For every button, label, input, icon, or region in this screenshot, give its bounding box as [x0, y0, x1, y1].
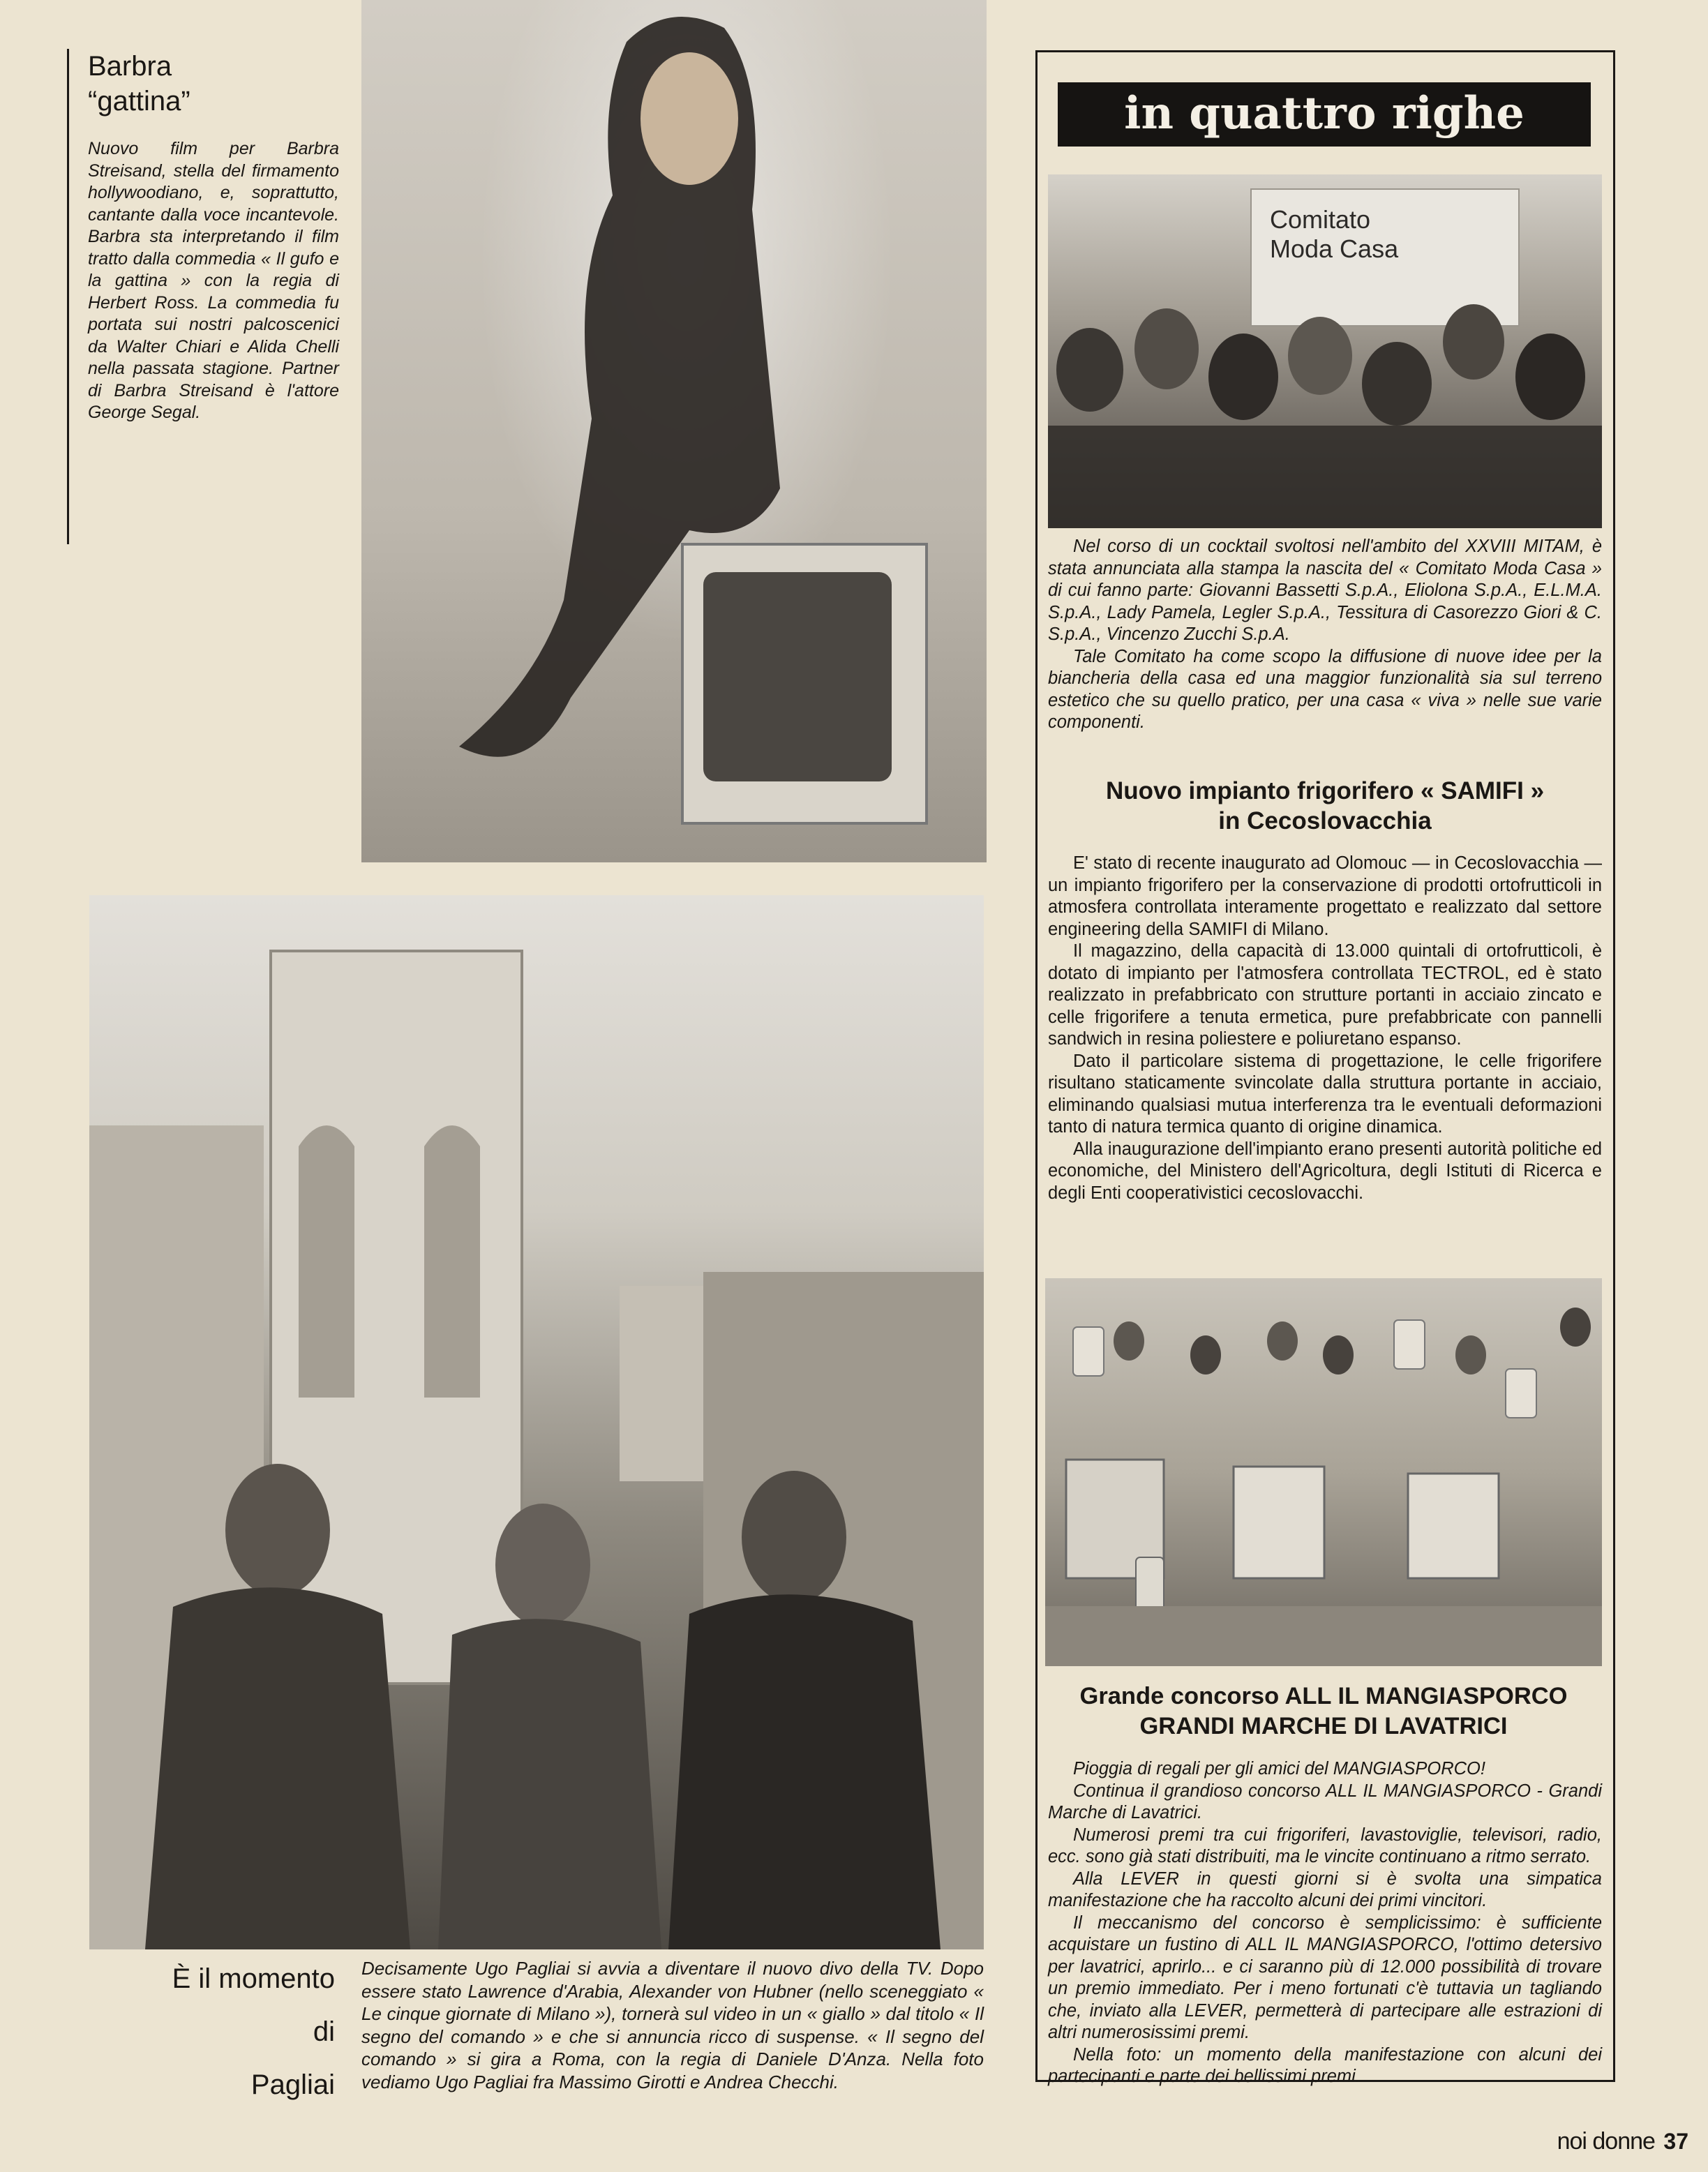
concorso-body — [1048, 1758, 1602, 2088]
right-box-top-rule — [1035, 50, 1615, 52]
samifi-title-line2: in Cecoslovacchia — [1218, 807, 1432, 834]
pagliai-title-line2: di — [313, 2016, 335, 2047]
pagliai-body-text: Decisamente Ugo Pagliai si avvia a diventare il nuovo divo della TV. Dopo essere stato Lawrence d'Arabia, Alexander von Hubner (nello sceneggiato « Le cinque giornate di Milano »), tornerà sul video in un « giallo » dal titolo « Il segno del comando » e che si annuncia ricco di suspense. « Il segno del comando » si gira a Roma, con la regia di Daniele D'Anza. Nella foto vediamo Ugo Pagliai fra Massimo Girotti e Andrea Checchi. — [361, 1958, 984, 2092]
barbra-photo — [361, 0, 987, 862]
comitato-sign-line2: Moda Casa — [1270, 234, 1399, 263]
pagliai-photo — [89, 895, 984, 1949]
samifi-paragraph-4: Alla inaugurazione dell'impianto erano presenti autorità politiche ed economiche, del Ministero dell'Agricoltura, degli Istituti di Ricerca e degli Enti cooperativistici cecoslovacchi. — [1048, 1139, 1602, 1203]
concorso-paragraph-5: Il meccanismo del concorso è semplicissimo: è sufficiente acquistare un fustino di ALL IL MANGIASPORCO, l'ottimo detersivo per lavatrici, aprirlo... e ci saranno più di 12.000 possibilità di trovare un premio immediato. Per i meno fortunati c'è tuttavia un tagliando che, inviato alla LEVER, permetterà di partecipare alle estrazioni di altri numerosissimi premi. — [1048, 1912, 1602, 2042]
pagliai-body — [361, 1957, 984, 2093]
page-footer — [1465, 2128, 1688, 2155]
comitato-sign-line1: Comitato — [1270, 205, 1371, 234]
lever-prize-illustration — [1045, 1278, 1602, 1666]
cocktail-paragraph-2: Tale Comitato ha come scopo la diffusione di nuove idee per la biancheria della casa ed una maggior funzionalità sia sul terreno estetico che su quello pratico, per una casa « viva » nelle sue varie componenti. — [1048, 646, 1602, 732]
magazine-brand: noi donne — [1557, 2128, 1655, 2155]
pagliai-scene-illustration — [89, 895, 984, 1949]
page-number: 37 — [1663, 2129, 1688, 2154]
concorso-paragraph-6: Nella foto: un momento della manifestazione con alcuni dei partecipanti e parte dei bellissimi premi. — [1048, 2044, 1602, 2086]
samifi-paragraph-2: Il magazzino, della capacità di 13.000 quintali di ortofrutticoli, è dotato di impianto per l'atmosfera controllata TECTROL, ed è stato realizzato in prefabbricato con strutture portanti in acciaio zincato e celle frigorifere a tenuta ermetica, pure prefabbricate con pannelli sandwich in resina poliestere e poliuretano espanso. — [1048, 941, 1602, 1049]
right-box-right-rule — [1613, 50, 1615, 2082]
samifi-title-line1: Nuovo impianto frigorifero « SAMIFI » — [1105, 777, 1545, 804]
cocktail-photo — [1048, 174, 1602, 528]
pagliai-title-line3: Pagliai — [250, 2069, 335, 2100]
samifi-paragraph-3: Dato il particolare sistema di progettazione, le celle frigorifere risultano staticamente svincolate dalla struttura portante in acciaio, eliminando qualsiasi mutua interferenza tra le eventuali deformazioni tanto di natura termica quanto di origine dinamica. — [1048, 1051, 1602, 1137]
concorso-title-line1: Grande concorso ALL IL MANGIASPORCO — [1079, 1683, 1568, 1709]
cocktail-paragraph-1: Nel corso di un cocktail svoltosi nell'ambito del XXVIII MITAM, è stata annunciata alla stampa la nascita del « Comitato Moda Casa » di cui fanno parte: Giovanni Bassetti S.p.A., Eliolona S.p.A., E.L.M.A. S.p.A., Lady Pamela, Legler S.p.A., Tessitura di Casorezzo Giori & C. S.p.A., Vincenzo Zucchi S.p.A. — [1048, 537, 1602, 644]
right-box-left-rule — [1035, 50, 1037, 2082]
left-column-rule — [67, 49, 69, 544]
barbra-title-line2: “gattina” — [88, 86, 190, 117]
barbra-title — [88, 49, 353, 119]
pagliai-title-line1: È il momento — [172, 1963, 335, 1994]
pagliai-title — [105, 1959, 335, 2104]
samifi-title — [1048, 776, 1602, 836]
barbra-body-text: Nuovo film per Barbra Streisand, stella del firmamento hollywoodiano, e, soprattutto, cantante dalla voce incantevole. Barbra sta interpretando il film tratto dalla commedia « Il gufo e la gattina » con la regia di Herbert Ross. La commedia fu portata sui nostri palcoscenici da Walter Chiari e Alida Chelli nella passata stagione. Partner di Barbra Streisand è l'attore George Segal. — [88, 139, 339, 422]
samifi-body — [1048, 853, 1602, 1204]
concorso-paragraph-1: Pioggia di regali per gli amici del MANGIASPORCO! — [1073, 1759, 1485, 1778]
cocktail-caption — [1048, 536, 1602, 734]
concorso-title — [1045, 1682, 1602, 1742]
concorso-title-line2: GRANDI MARCHE DI LAVATRICI — [1139, 1713, 1508, 1739]
samifi-paragraph-1: E' stato di recente inaugurato ad Olomouc — in Cecoslovacchia — un impianto frigorifero per la conservazione di prodotti ortofrutticoli in atmosfera controllata interamente progettato e realizzato dal settore engineering della SAMIFI di Milano. — [1048, 853, 1602, 939]
lever-prize-photo — [1045, 1278, 1602, 1666]
masthead-in-quattro-righe — [1058, 82, 1591, 147]
masthead-text: in quattro righe — [1124, 87, 1525, 140]
concorso-paragraph-3: Numerosi premi tra cui frigoriferi, lavastoviglie, televisori, radio, ecc. sono già stati distribuiti, ma le vincite continuano a ritmo serrato. — [1048, 1825, 1602, 1866]
barbra-body — [88, 138, 339, 424]
cocktail-crowd-illustration — [1048, 174, 1602, 528]
concorso-paragraph-4: Alla LEVER in questi giorni si è svolta una simpatica manifestazione che ha raccolto alcuni dei primi vincitori. — [1048, 1868, 1602, 1910]
barbra-title-line1: Barbra — [88, 51, 172, 82]
concorso-paragraph-2: Continua il grandioso concorso ALL IL MANGIASPORCO - Grandi Marche di Lavatrici. — [1048, 1781, 1602, 1822]
barbra-figure-illustration — [361, 0, 987, 862]
